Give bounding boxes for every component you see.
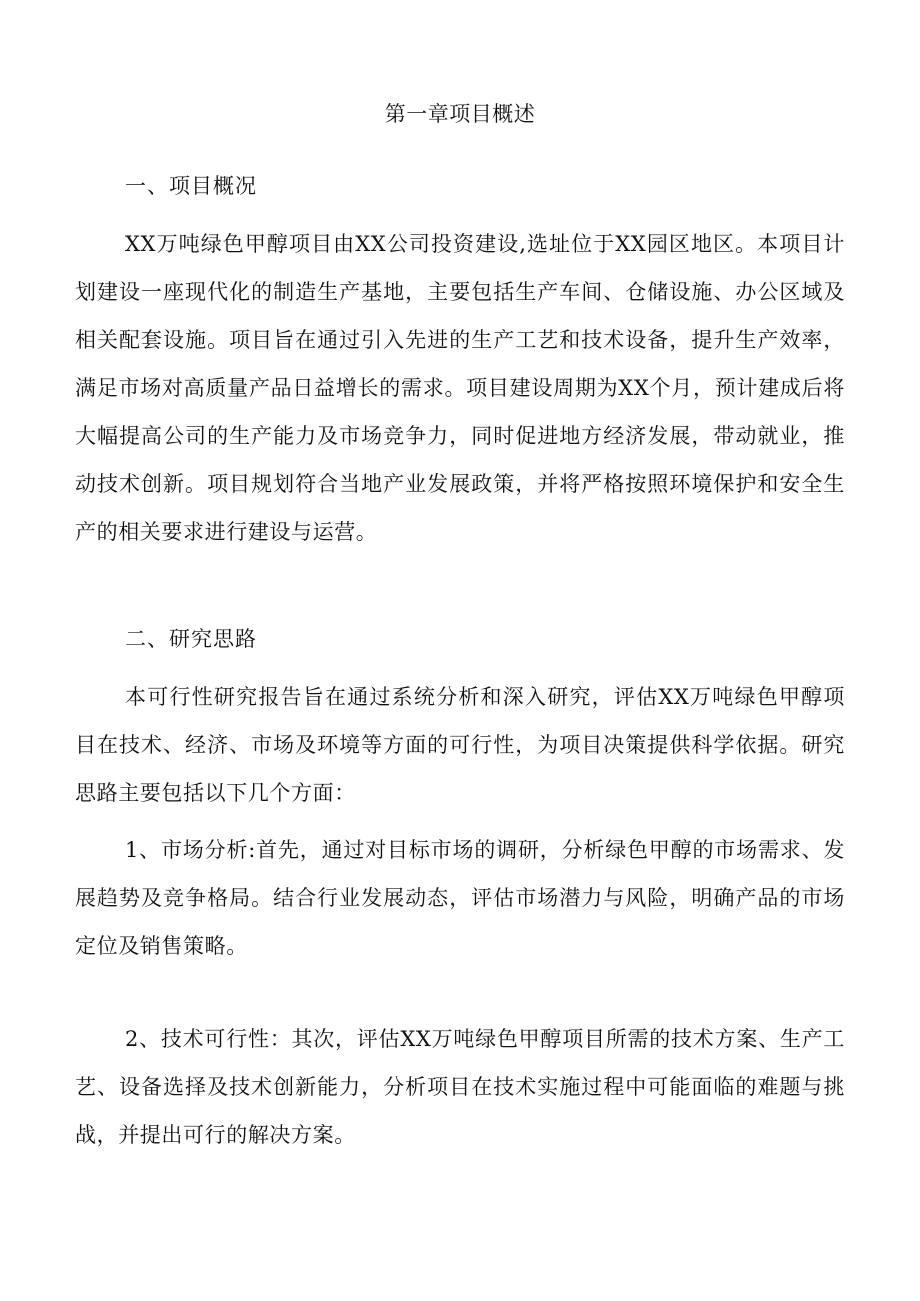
paragraph-technical-feasibility: 2、技术可行性：其次，评估XX万吨绿色甲醇项目所需的技术方案、生产工艺、设备选择及技术创新能力，分析项目在技术实施过程中可能面临的难题与挑战，并提出可行的解决方案。	[75, 1027, 845, 1147]
section-heading-overview: 一、项目概况	[125, 174, 257, 198]
paragraph-overview: XX万吨绿色甲醇项目由XX公司投资建设,选址位于XX园区地区。本项目计划建设一座现代化的制造生产基地，主要包括生产车间、仓储设施、办公区域及相关配套设施。项目旨在通过引入先进的生产工艺和技术设备，提升生产效率，满足市场对高质量产品日益增长的需求。项目建设周期为XX个月，预计建成后将大幅提高公司的生产能力及市场竞争力，同时促进地方经济发展，带动就业，推动技术创新。项目规划符合当地产业发展政策，并将严格按照环境保护和安全生产的相关要求进行建设与运营。	[75, 232, 845, 544]
section-heading-research: 二、研究思路	[125, 627, 257, 651]
chapter-title: 第一章项目概述	[384, 102, 536, 126]
paragraph-research-intro: 本可行性研究报告旨在通过系统分析和深入研究，评估XX万吨绿色甲醇项目在技术、经济、市场及环境等方面的可行性，为项目决策提供科学依据。研究思路主要包括以下几个方面：	[75, 685, 845, 805]
paragraph-market-analysis: 1、市场分析:首先，通过对目标市场的调研，分析绿色甲醇的市场需求、发展趋势及竞争格局。结合行业发展动态，评估市场潜力与风险，明确产品的市场定位及销售策略。	[75, 838, 845, 958]
